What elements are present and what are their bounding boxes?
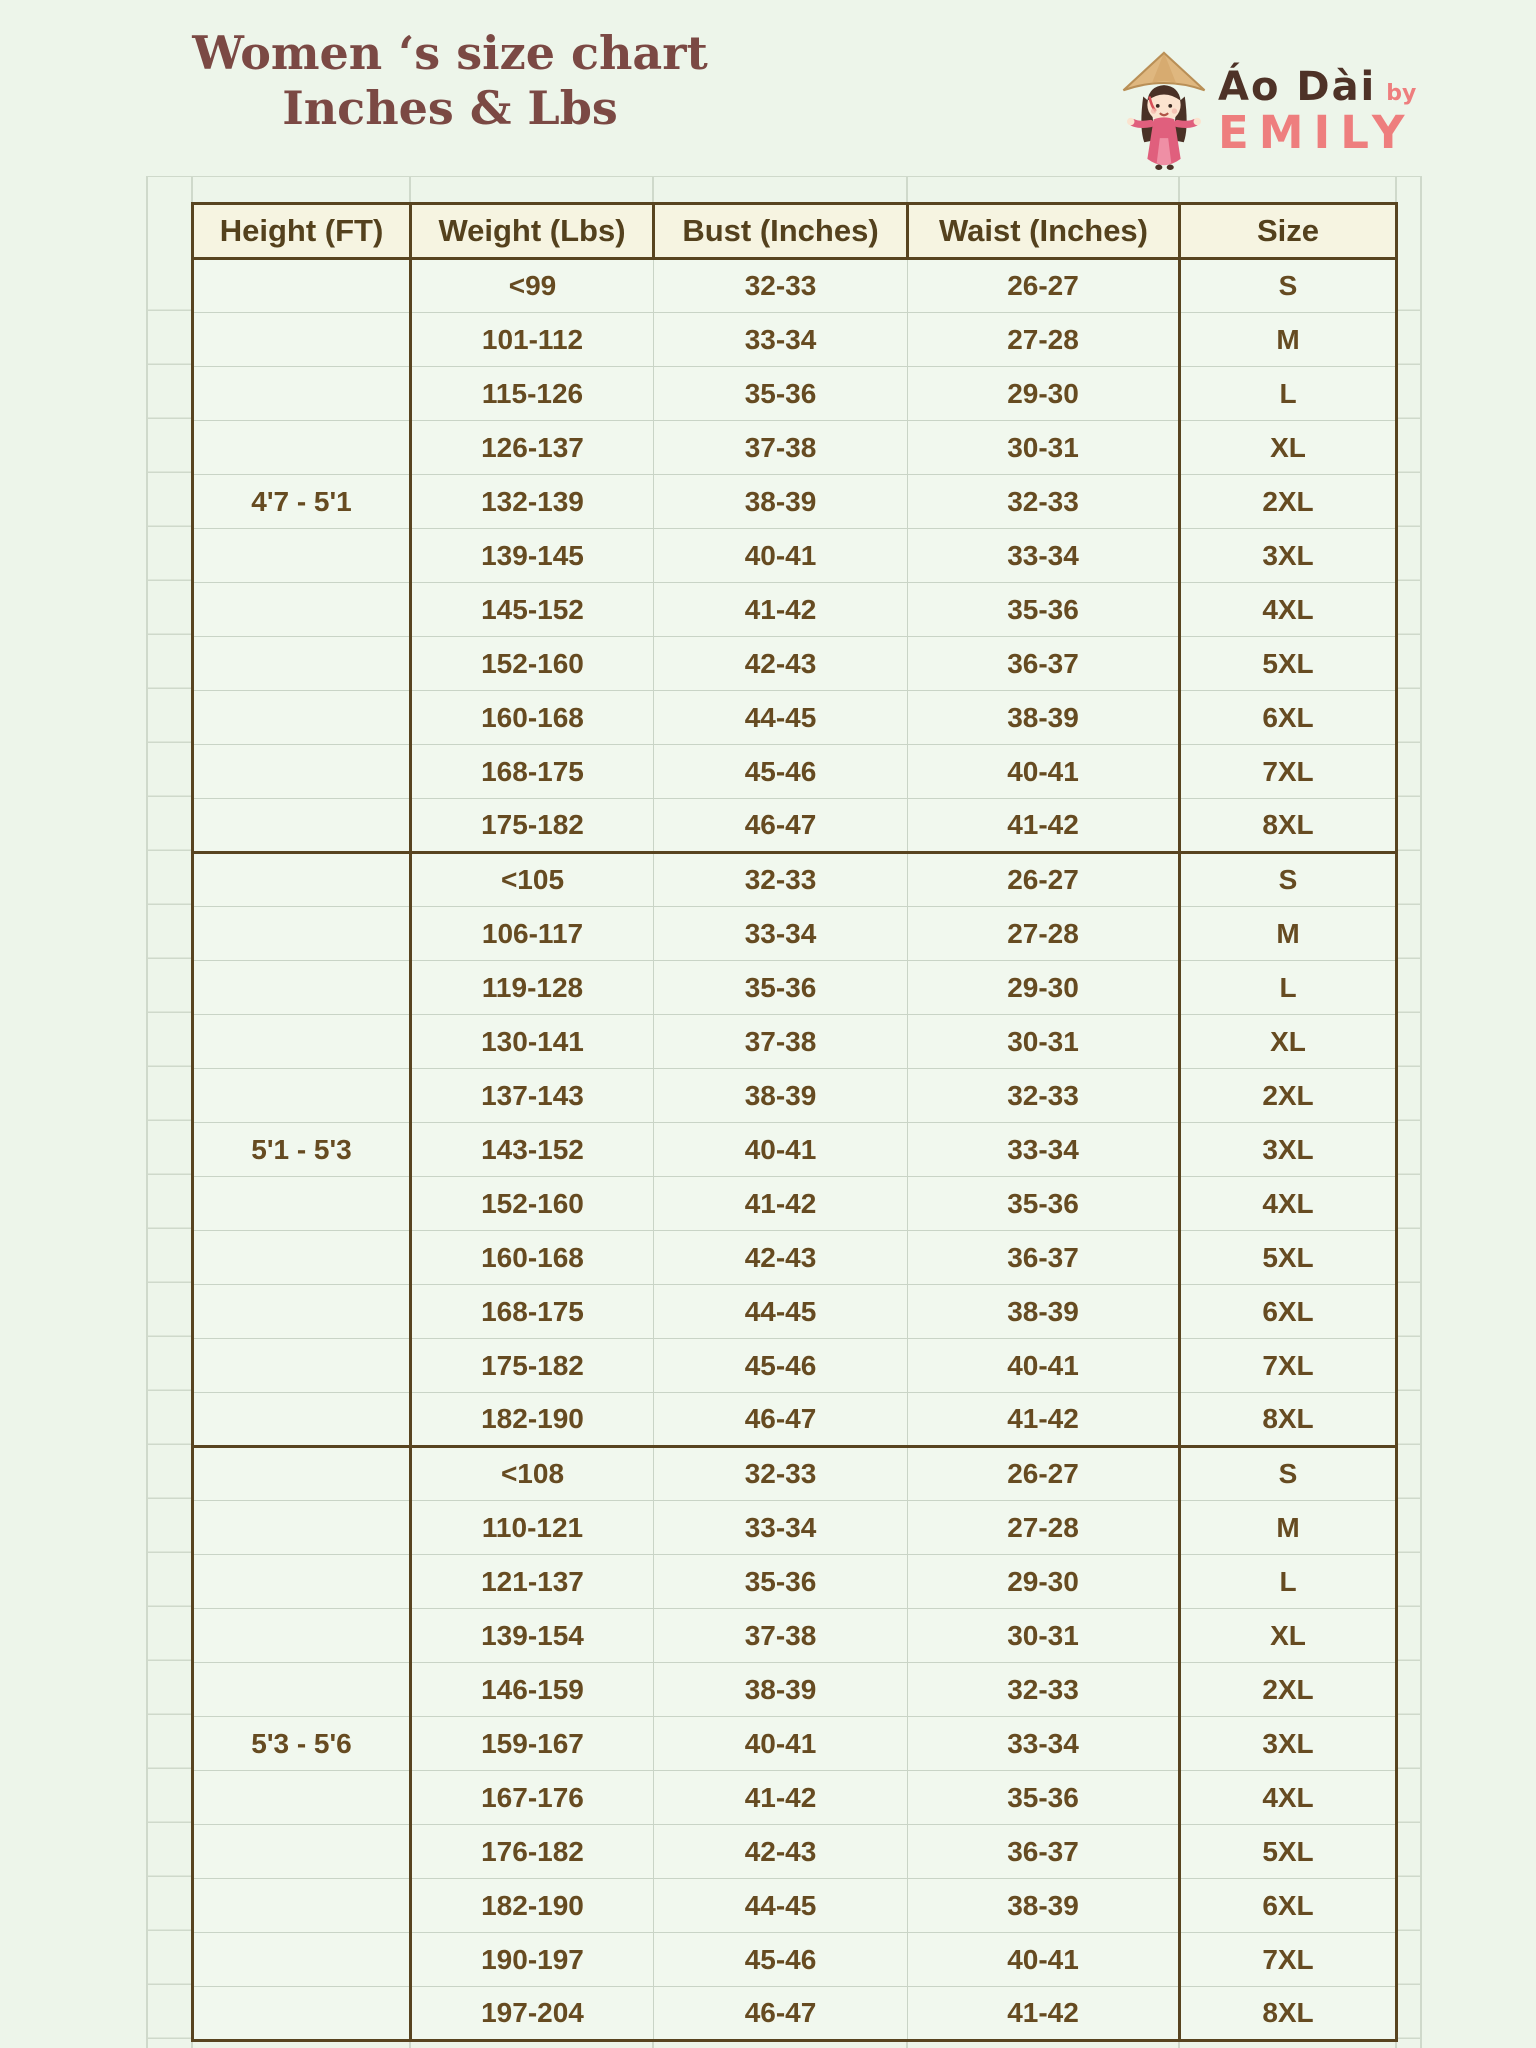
size-cell: 3XL	[1180, 1717, 1397, 1771]
height-range-cell	[193, 1879, 411, 1933]
height-range-cell	[193, 637, 411, 691]
table-row	[193, 1663, 1397, 1717]
height-range-cell	[193, 1555, 411, 1609]
col-header-waist: Waist (Inches)	[908, 204, 1180, 259]
height-range-cell	[193, 1825, 411, 1879]
brand-name: Áo Dài	[1218, 64, 1377, 110]
bust-cell: 44-45	[654, 1879, 908, 1933]
waist-cell: 29-30	[908, 367, 1180, 421]
bust-cell: 37-38	[654, 1609, 908, 1663]
bust-cell: 35-36	[654, 1555, 908, 1609]
height-range-cell	[193, 1393, 411, 1447]
height-range-cell: 5'3 - 5'6	[193, 1717, 411, 1771]
girl-in-ao-dai-icon	[1112, 46, 1216, 172]
table-row	[193, 475, 1397, 529]
size-cell: 7XL	[1180, 745, 1397, 799]
bust-cell: 41-42	[654, 583, 908, 637]
bust-cell: 35-36	[654, 961, 908, 1015]
bust-cell: 40-41	[654, 529, 908, 583]
waist-cell: 33-34	[908, 529, 1180, 583]
bust-cell: 35-36	[654, 367, 908, 421]
sheet-gridline-left-stubs	[146, 257, 191, 2039]
waist-cell: 33-34	[908, 1123, 1180, 1177]
weight-cell: 167-176	[411, 1771, 654, 1825]
height-range-cell	[193, 961, 411, 1015]
brand-subname: EMILY	[1218, 106, 1415, 159]
size-cell: S	[1180, 853, 1397, 907]
height-range-cell	[193, 1987, 411, 2041]
height-range-cell	[193, 529, 411, 583]
bust-cell: 38-39	[654, 1069, 908, 1123]
col-header-weight: Weight (Lbs)	[411, 204, 654, 259]
waist-cell: 38-39	[908, 1879, 1180, 1933]
table-row	[193, 421, 1397, 475]
waist-cell: 26-27	[908, 853, 1180, 907]
waist-cell: 29-30	[908, 1555, 1180, 1609]
weight-cell: 175-182	[411, 799, 654, 853]
bust-cell: 44-45	[654, 691, 908, 745]
size-cell: 4XL	[1180, 1177, 1397, 1231]
weight-cell: 160-168	[411, 1231, 654, 1285]
weight-cell: 182-190	[411, 1879, 654, 1933]
table-row	[193, 1285, 1397, 1339]
table-row	[193, 1825, 1397, 1879]
size-cell: 8XL	[1180, 1393, 1397, 1447]
height-range-cell	[193, 583, 411, 637]
table-row	[193, 1339, 1397, 1393]
weight-cell: 197-204	[411, 1987, 654, 2041]
col-header-height: Height (FT)	[193, 204, 411, 259]
size-table-body	[193, 259, 1397, 2041]
table-row	[193, 1501, 1397, 1555]
weight-cell: 130-141	[411, 1015, 654, 1069]
height-range-cell	[193, 1663, 411, 1717]
sheet-gridline-right-stubs	[1395, 257, 1421, 2039]
bust-cell: 46-47	[654, 799, 908, 853]
table-row	[193, 1123, 1397, 1177]
waist-cell: 27-28	[908, 907, 1180, 961]
sheet-gridline-top-strip	[146, 176, 1421, 203]
weight-cell: 132-139	[411, 475, 654, 529]
table-row	[193, 1933, 1397, 1987]
weight-cell: <105	[411, 853, 654, 907]
table-row	[193, 1987, 1397, 2041]
bust-cell: 32-33	[654, 1447, 908, 1501]
size-cell: M	[1180, 1501, 1397, 1555]
size-cell: 7XL	[1180, 1933, 1397, 1987]
size-cell: 6XL	[1180, 1285, 1397, 1339]
table-row	[193, 259, 1397, 313]
height-range-cell	[193, 1609, 411, 1663]
height-range-cell	[193, 421, 411, 475]
size-cell: 3XL	[1180, 1123, 1397, 1177]
size-cell: S	[1180, 1447, 1397, 1501]
waist-cell: 27-28	[908, 313, 1180, 367]
weight-cell: 175-182	[411, 1339, 654, 1393]
bust-cell: 37-38	[654, 1015, 908, 1069]
size-cell: L	[1180, 1555, 1397, 1609]
waist-cell: 32-33	[908, 1663, 1180, 1717]
height-range-cell	[193, 1069, 411, 1123]
weight-cell: 101-112	[411, 313, 654, 367]
size-cell: 5XL	[1180, 1825, 1397, 1879]
table-row	[193, 1555, 1397, 1609]
waist-cell: 38-39	[908, 1285, 1180, 1339]
waist-cell: 30-31	[908, 1609, 1180, 1663]
size-cell: 8XL	[1180, 799, 1397, 853]
height-range-cell	[193, 367, 411, 421]
weight-cell: 139-145	[411, 529, 654, 583]
size-cell: 6XL	[1180, 1879, 1397, 1933]
height-range-cell	[193, 313, 411, 367]
size-cell: 2XL	[1180, 1069, 1397, 1123]
size-cell: 8XL	[1180, 1987, 1397, 2041]
bust-cell: 42-43	[654, 637, 908, 691]
col-header-bust: Bust (Inches)	[654, 204, 908, 259]
table-row	[193, 1879, 1397, 1933]
weight-cell: 182-190	[411, 1393, 654, 1447]
weight-cell: 176-182	[411, 1825, 654, 1879]
height-range-cell	[193, 1231, 411, 1285]
waist-cell: 40-41	[908, 1933, 1180, 1987]
waist-cell: 30-31	[908, 421, 1180, 475]
height-range-cell	[193, 745, 411, 799]
bust-cell: 41-42	[654, 1177, 908, 1231]
waist-cell: 33-34	[908, 1717, 1180, 1771]
bust-cell: 45-46	[654, 1339, 908, 1393]
waist-cell: 35-36	[908, 1177, 1180, 1231]
bust-cell: 42-43	[654, 1231, 908, 1285]
height-range-cell	[193, 1339, 411, 1393]
brand-logo	[1112, 46, 1416, 172]
size-chart	[191, 202, 1398, 2042]
waist-cell: 32-33	[908, 1069, 1180, 1123]
height-range-cell	[193, 1177, 411, 1231]
size-cell: S	[1180, 259, 1397, 313]
size-cell: 4XL	[1180, 583, 1397, 637]
size-cell: XL	[1180, 421, 1397, 475]
table-row	[193, 1015, 1397, 1069]
table-row	[193, 853, 1397, 907]
weight-cell: 119-128	[411, 961, 654, 1015]
bust-cell: 32-33	[654, 259, 908, 313]
page-title	[150, 26, 750, 136]
size-cell: M	[1180, 907, 1397, 961]
bust-cell: 40-41	[654, 1717, 908, 1771]
table-row	[193, 1609, 1397, 1663]
bust-cell: 37-38	[654, 421, 908, 475]
weight-cell: 121-137	[411, 1555, 654, 1609]
height-range-cell	[193, 799, 411, 853]
table-row	[193, 907, 1397, 961]
size-cell: 6XL	[1180, 691, 1397, 745]
table-row	[193, 961, 1397, 1015]
waist-cell: 32-33	[908, 475, 1180, 529]
waist-cell: 35-36	[908, 583, 1180, 637]
table-row	[193, 367, 1397, 421]
table-row	[193, 637, 1397, 691]
size-cell: 5XL	[1180, 637, 1397, 691]
table-row	[193, 313, 1397, 367]
header-row	[193, 204, 1397, 259]
size-cell: M	[1180, 313, 1397, 367]
waist-cell: 36-37	[908, 1825, 1180, 1879]
bust-cell: 38-39	[654, 1663, 908, 1717]
height-range-cell	[193, 1285, 411, 1339]
bust-cell: 40-41	[654, 1123, 908, 1177]
table-row	[193, 1069, 1397, 1123]
bust-cell: 46-47	[654, 1393, 908, 1447]
size-cell: L	[1180, 367, 1397, 421]
weight-cell: 168-175	[411, 1285, 654, 1339]
height-range-cell	[193, 853, 411, 907]
table-row	[193, 1771, 1397, 1825]
waist-cell: 41-42	[908, 799, 1180, 853]
bust-cell: 33-34	[654, 313, 908, 367]
size-cell: XL	[1180, 1015, 1397, 1069]
weight-cell: 159-167	[411, 1717, 654, 1771]
page-title-line1: Women ‘s size chart	[192, 26, 708, 80]
size-cell: L	[1180, 961, 1397, 1015]
sheet-gridline-left-vertical	[146, 176, 148, 2048]
brand-text	[1218, 64, 1416, 159]
bust-cell: 33-34	[654, 907, 908, 961]
height-range-cell	[193, 691, 411, 745]
height-range-cell	[193, 1771, 411, 1825]
size-cell: 7XL	[1180, 1339, 1397, 1393]
weight-cell: 115-126	[411, 367, 654, 421]
waist-cell: 29-30	[908, 961, 1180, 1015]
bust-cell: 41-42	[654, 1771, 908, 1825]
size-cell: 4XL	[1180, 1771, 1397, 1825]
weight-cell: 106-117	[411, 907, 654, 961]
bust-cell: 44-45	[654, 1285, 908, 1339]
size-cell: 2XL	[1180, 1663, 1397, 1717]
bust-cell: 46-47	[654, 1987, 908, 2041]
waist-cell: 35-36	[908, 1771, 1180, 1825]
sheet-gridline-right-vertical	[1420, 176, 1422, 2048]
weight-cell: <99	[411, 259, 654, 313]
weight-cell: 152-160	[411, 1177, 654, 1231]
table-row	[193, 1393, 1397, 1447]
bust-cell: 32-33	[654, 853, 908, 907]
table-row	[193, 1447, 1397, 1501]
table-row	[193, 1231, 1397, 1285]
weight-cell: 137-143	[411, 1069, 654, 1123]
height-range-cell	[193, 1501, 411, 1555]
bust-cell: 45-46	[654, 745, 908, 799]
height-range-cell: 4'7 - 5'1	[193, 475, 411, 529]
waist-cell: 26-27	[908, 1447, 1180, 1501]
height-range-cell	[193, 1447, 411, 1501]
page-title-line2: Inches & Lbs	[282, 81, 618, 136]
waist-cell: 41-42	[908, 1393, 1180, 1447]
waist-cell: 40-41	[908, 1339, 1180, 1393]
weight-cell: 139-154	[411, 1609, 654, 1663]
waist-cell: 26-27	[908, 259, 1180, 313]
size-cell: 2XL	[1180, 475, 1397, 529]
table-row	[193, 1177, 1397, 1231]
table-row	[193, 691, 1397, 745]
height-range-cell	[193, 1015, 411, 1069]
table-row	[193, 799, 1397, 853]
waist-cell: 36-37	[908, 637, 1180, 691]
table-row	[193, 745, 1397, 799]
size-cell: XL	[1180, 1609, 1397, 1663]
height-range-cell	[193, 1933, 411, 1987]
weight-cell: 126-137	[411, 421, 654, 475]
weight-cell: 168-175	[411, 745, 654, 799]
waist-cell: 40-41	[908, 745, 1180, 799]
table-row	[193, 583, 1397, 637]
waist-cell: 41-42	[908, 1987, 1180, 2041]
weight-cell: 152-160	[411, 637, 654, 691]
bust-cell: 45-46	[654, 1933, 908, 1987]
table-row	[193, 1717, 1397, 1771]
col-header-size: Size	[1180, 204, 1397, 259]
height-range-cell	[193, 259, 411, 313]
bust-cell: 42-43	[654, 1825, 908, 1879]
weight-cell: 110-121	[411, 1501, 654, 1555]
weight-cell: 143-152	[411, 1123, 654, 1177]
size-cell: 3XL	[1180, 529, 1397, 583]
waist-cell: 38-39	[908, 691, 1180, 745]
weight-cell: 146-159	[411, 1663, 654, 1717]
table-row	[193, 529, 1397, 583]
waist-cell: 36-37	[908, 1231, 1180, 1285]
waist-cell: 30-31	[908, 1015, 1180, 1069]
height-range-cell: 5'1 - 5'3	[193, 1123, 411, 1177]
waist-cell: 27-28	[908, 1501, 1180, 1555]
size-cell: 5XL	[1180, 1231, 1397, 1285]
weight-cell: 145-152	[411, 583, 654, 637]
weight-cell: 190-197	[411, 1933, 654, 1987]
bust-cell: 33-34	[654, 1501, 908, 1555]
weight-cell: <108	[411, 1447, 654, 1501]
weight-cell: 160-168	[411, 691, 654, 745]
height-range-cell	[193, 907, 411, 961]
brand-by: by	[1386, 81, 1417, 106]
bust-cell: 38-39	[654, 475, 908, 529]
